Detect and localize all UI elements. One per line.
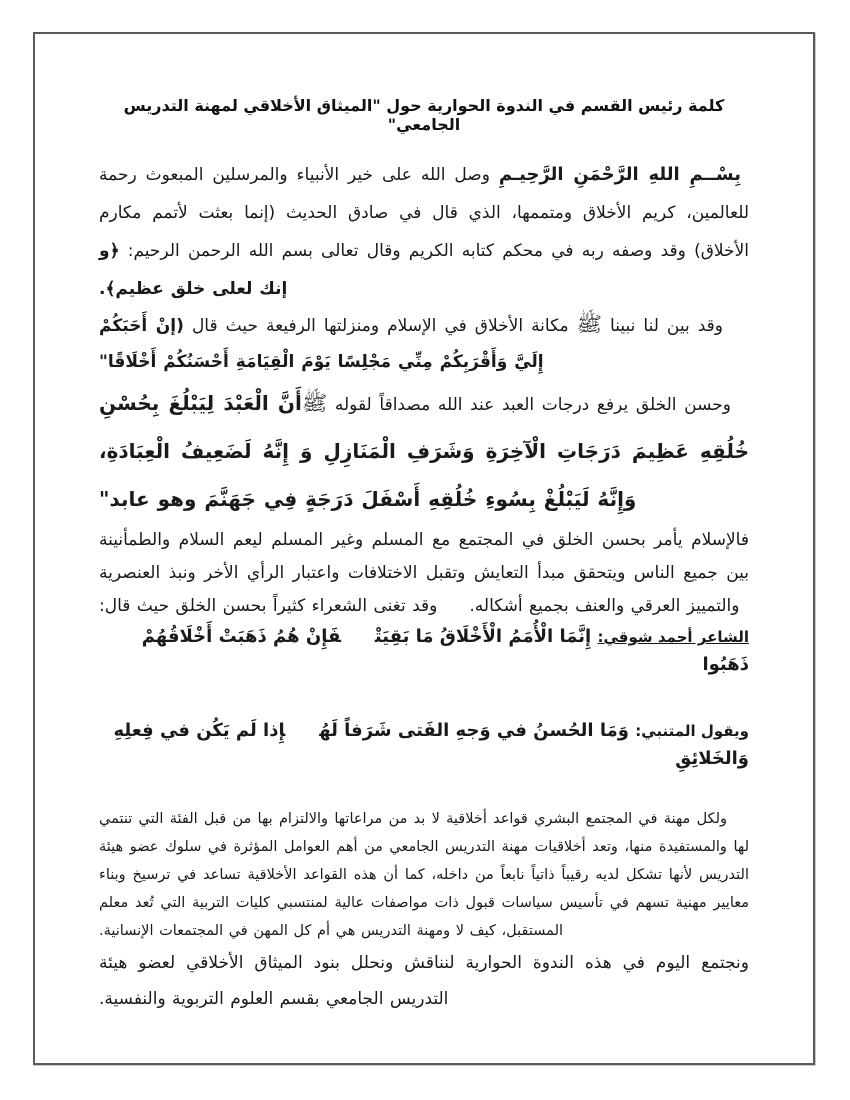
shawqi-hemistich-2: فَإِنْ هُمُ ذَهَبَتْ أَخْلَاقُهُمْ ذَهَبُوا [141, 626, 749, 675]
mutanabbi-hemistich-2: إِذا لَم يَكُن في فِعلِهِ وَالخَلائِقِ [113, 720, 749, 769]
saw-ligature-icon: ﷺ [301, 391, 328, 415]
page-title: كلمة رئيس القسم في الندوة الحوارية حول "الميثاق الأخلاقي لمهنة التدريس الجامعي" [123, 96, 725, 134]
opening-paragraph [99, 156, 749, 308]
basmala-calligraphy: بِسْــمِ اللهِ الرَّحْمَنِ الرَّحِيـمِ [498, 164, 741, 185]
mutanabbi-poetry-line [99, 717, 749, 773]
closing-paragraph: ونجتمع اليوم في هذه الندوة الحوارية لنناقش ونحلل بنود الميثاق الأخلاقي لعضو هيئة التدريس الجامعي بقسم العلوم التربوية والنفسية. [99, 953, 749, 1009]
hadith2-quote: أَنَّ الْعَبْدَ لِيَبْلُغَ بِحُسْنِ خُلُقِهِ عَظِيمَ دَرَجَاتِ الْآخِرَةِ وَشَرَفِ الْمَنَازِلِ وَ إِنَّهُ لَضَعِيفُ الْعِبَادَةِ، وَإِنَّهُ لَيَبْلُغْ بِسُوءِ خُلُقِهِ أَسْفَلَ دَرَجَةٍ فِي جَهَنَّمَ وهو عابد" [99, 391, 749, 511]
hadith1-mid-text: مكانة الأخلاق في الإسلام ومنزلتها الرفيعة حيث قال [183, 316, 577, 336]
mutanabbi-poet-label: ويقول المتنبي: [635, 722, 749, 740]
mutanabbi-hemistich-1: وَمَا الحُسنُ في وَجهِ الفَتى شَرَفاً لَهُ [319, 720, 636, 741]
opening-paragraph-text: وصل الله على خير الأنبياء والمرسلين المبعوث رحمة للعالمين، كريم الأخلاق ومتممها، الذي قال في صادق الحديث (إنما بعثت لأتمم مكارم الأخلاق) وقد وصفه ربه في محكم كتابه الكريم وقال تعالى بسم الله الرحمن الرحيم: [99, 165, 749, 261]
shawqi-hemistich-1: إِنَّمَا الْأُمَمُ الْأَخْلَاقُ مَا بَقِيَتْ [374, 626, 598, 647]
hadith1-quote: (إنْ أَحَبَكُمْ إِلَيَّ وَأَقْرَبِكُمْ مِنِّي مَجْلِسًا يَوْمَ الْقِيَامَةِ أَحْسَنُكُمْ أَخْلَاقًا" [99, 316, 544, 372]
hadith2-intro-text: وحسن الخلق يرفع درجات العبد عند الله مصداقاً لقوله [327, 395, 731, 415]
hadith-paragraph-2 [99, 380, 749, 524]
hadith1-intro-text: وقد بين لنا نبينا [602, 316, 724, 336]
page-border-frame [33, 32, 815, 1065]
hadith-paragraph-1 [99, 308, 749, 380]
quran-verse: ﴿و إنك لعلى خلق عظيم﴾. [99, 241, 288, 299]
saw-ligature-icon: ﷺ [576, 312, 603, 336]
shawqi-poet-label: الشاعر أحمد شوقي: [597, 628, 749, 646]
shawqi-poetry-line [99, 623, 749, 679]
profession-ethics-paragraph: ولكل مهنة في المجتمع البشري قواعد أخلاقية لا بد من مراعاتها والالتزام بها من قبل الفئة التي تنتمي لها والمستفيدة منها، وتعد أخلاقيات مهنة التدريس الجامعي من أهم العوامل المؤثرة في سلوك عضو هيئة التدريس لأنها تشكل لديه رقيباً ذاتياً نابعاً من داخله، كما أن هذه القواعد الأخلاقية تساعد في ترسيخ وبناء معايير مهنية تسهم في تأسيس سياسات قبول ذات مواصفات عالية لمنتسبي كليات التربية التي تُعد معلم المستقبل، كيف لا ومهنة التدريس هي أم كل المهن في المجتمعات الإنسانية. [99, 811, 749, 939]
islam-ethics-paragraph: فالإسلام يأمر بحسن الخلق في المجتمع مع المسلم وغير المسلم ليعم السلام والطمأنينة بين جميع الناس ويتحقق مبدأ التعايش وتقبل الاختلافات واعتبار الرأي الأخر ونبذ العنصرية والتمييز العرقي والعنف بجميع أشكاله. وقد تغنى الشعراء كثيراً بحسن الخلق حيث قال: [99, 530, 749, 616]
page-content [99, 96, 749, 1017]
